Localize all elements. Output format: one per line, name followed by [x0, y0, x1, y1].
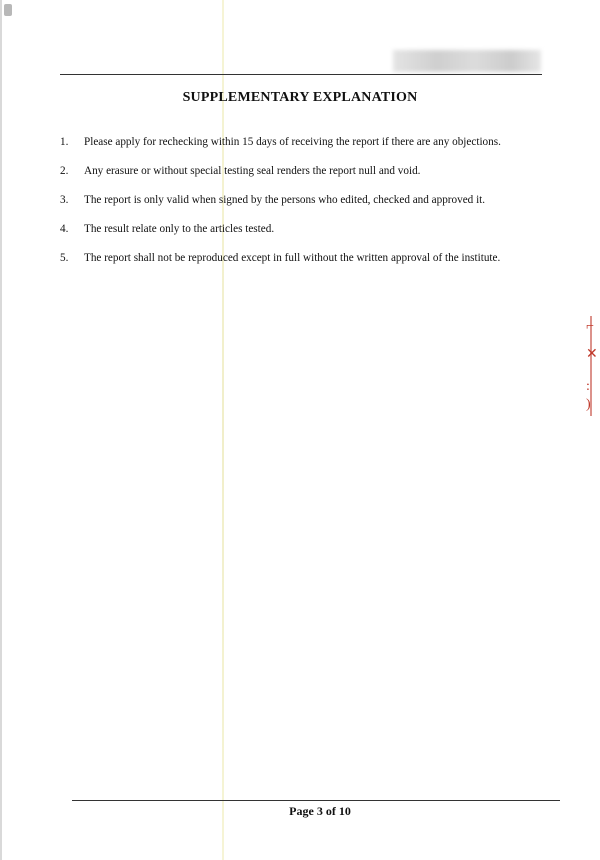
stamp-mark: :: [586, 379, 590, 394]
list-item: [60, 130, 540, 159]
redacted-header: [393, 50, 541, 72]
item-number: 4.: [60, 223, 69, 235]
item-text: The result relate only to the articles tested.: [84, 223, 275, 235]
item-text: Any erasure or without special testing seal renders the report null and void.: [84, 165, 421, 177]
stamp-mark: ⌐: [586, 319, 594, 334]
scan-fold-line: [222, 0, 224, 860]
stamp-mark: ): [586, 397, 591, 412]
scan-corner-mark: [4, 4, 12, 16]
stamp-mark: ✕: [586, 347, 598, 362]
item-text: The report shall not be reproduced except in full without the written approval of the institute.: [84, 252, 501, 264]
item-number: 2.: [60, 165, 69, 177]
list-item: [60, 188, 540, 217]
item-number: 1.: [60, 136, 69, 148]
scan-edge: [0, 0, 2, 860]
footer-rule: [72, 800, 560, 801]
list-item: [60, 159, 540, 188]
seal-stamp-fragment: [582, 316, 600, 416]
explanation-list: [60, 130, 540, 275]
item-text: The report is only valid when signed by the persons who edited, checked and approved it.: [84, 194, 486, 206]
header-rule: [60, 74, 542, 75]
item-text: Please apply for rechecking within 15 days of receiving the report if there are any objections.: [84, 136, 501, 148]
page-title: SUPPLEMENTARY EXPLANATION: [182, 90, 418, 105]
page-number: Page 3 of 10: [289, 804, 351, 818]
list-item: [60, 217, 540, 246]
item-number: 3.: [60, 194, 69, 206]
list-item: [60, 246, 540, 275]
item-number: 5.: [60, 252, 69, 264]
